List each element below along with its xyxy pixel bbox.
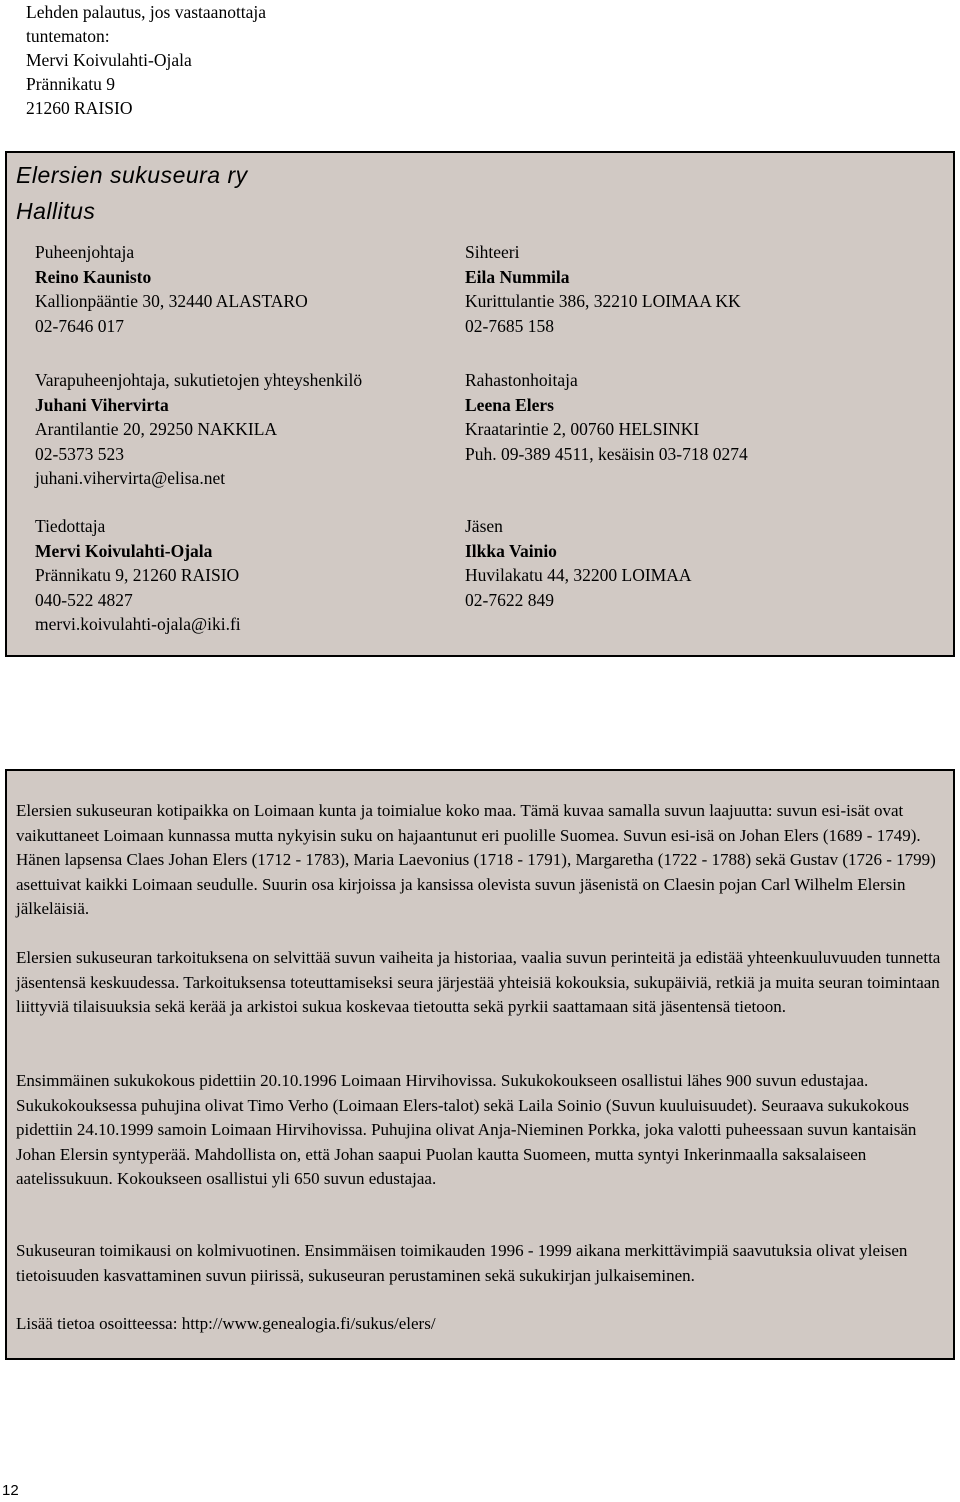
member-address: Kallionpääntie 30, 32440 ALASTARO — [35, 291, 308, 311]
member-phone: 040-522 4827 — [35, 589, 133, 610]
member-role: Varapuheenjohtaja, sukutietojen yhteyshenkilö — [35, 370, 363, 390]
member-member — [465, 514, 692, 612]
board-title — [16, 157, 248, 229]
member-secretary — [465, 240, 741, 338]
member-role: Puheenjohtaja — [35, 242, 135, 262]
member-role: Sihteeri — [465, 242, 520, 262]
board-box — [5, 151, 955, 657]
member-phone: 02-7622 849 — [465, 589, 554, 610]
society-name: Elersien sukuseura ry — [16, 162, 248, 188]
member-chair — [35, 240, 308, 338]
paragraph-term: Sukuseuran toimikausi on kolmivuotinen. Ensimmäisen toimikauden 1996 - 1999 aikana merkittävimpiä saavutuksia olivat yleisen tietoisuuden kasvattaminen suvun piirissä, sukuseuran perustaminen sekä sukukirjan julkaiseminen. — [16, 1241, 908, 1285]
member-name: Ilkka Vainio — [465, 540, 557, 561]
member-email[interactable]: mervi.koivulahti-ojala@iki.fi — [35, 614, 241, 634]
member-role: Rahastonhoitaja — [465, 370, 578, 390]
return-address-line: 21260 RAISIO — [26, 98, 133, 118]
member-email[interactable]: juhani.vihervirta@elisa.net — [35, 468, 226, 488]
member-vice-chair — [35, 368, 362, 491]
return-address — [26, 0, 266, 120]
member-name: Leena Elers — [465, 394, 554, 415]
member-address: Prännikatu 9, 21260 RAISIO — [35, 565, 240, 585]
return-address-line: tuntematon: — [26, 26, 110, 46]
member-name: Juhani Vihervirta — [35, 394, 169, 415]
paragraph-purpose: Elersien sukuseuran tarkoituksena on selvittää suvun vaiheita ja historiaa, vaalia suvun perinteitä ja edistää yhteenkuuluvuuden tunnetta jäsentensä keskuudessa. Tarkoituksensa toteuttamiseksi seura järjestää yhteisiä kokouksia, sukupäiviä, retkiä ja muita seuran toimintaan liittyviä tilaisuuksia sekä kerää ja arkistoi sukua koskevaa tietoutta sekä pyrkii saattamaan sitä jäsentensä tietoon. — [16, 948, 941, 1016]
page-number: 12 — [2, 1482, 19, 1499]
paragraph-meetings: Ensimmäinen sukukokous pidettiin 20.10.1996 Loimaan Hirvihovissa. Sukukokoukseen osallistui lähes 900 suvun edustajaa. Sukukokouksessa puhujina olivat Timo Verho (Loimaan Elers-talot) sekä Laila Soinio (Suvun kuuluisuudet). Seuraava sukukokous pidettiin 24.10.1999 samoin Loimaan Hirvihovissa. Puhujina olivat Anja-Nieminen Porkka, joka valotti puheessaan suvun kantaisän Johan Elersin syntyperää. Mahdollista on, että Johan saapui Puolan kautta Suomeen, mutta syntyi Inkerinmaalla saksalaiseen aatelissukuun. Kokoukseen osallistui yli 650 suvun edustajaa. — [16, 1071, 917, 1188]
member-name: Eila Nummila — [465, 266, 570, 287]
member-address: Kraatarintie 2, 00760 HELSINKI — [465, 419, 700, 439]
member-address: Kurittulantie 386, 32210 LOIMAA KK — [465, 291, 741, 311]
return-address-line: Prännikatu 9 — [26, 74, 115, 94]
member-information-officer — [35, 514, 241, 637]
board-heading: Hallitus — [16, 198, 96, 224]
paragraph-more-info[interactable]: Lisää tietoa osoitteessa: http://www.genealogia.fi/sukus/elers/ — [16, 1314, 436, 1333]
member-name: Reino Kaunisto — [35, 266, 152, 287]
return-address-line: Lehden palautus, jos vastaanottaja — [26, 2, 267, 22]
paragraph-domicile: Elersien sukuseuran kotipaikka on Loimaan kunta ja toimialue koko maa. Tämä kuvaa samalla suvun laajuutta: suvun esi-isät ovat vaikuttaneet Loimaan kunnassa mutta nykyisin suku on hajaantunut eri puolille Suomea. Suvun esi-isä on Johan Elers (1689 - 1749). Hänen lapsensa Claes Johan Elers (1712 - 1783), Maria Laevonius (1718 - 1791), Margaretha (1722 - 1788) sekä Gustav (1726 - 1799) asettuivat kaikki Loimaan seudulle. Suurin osa kirjoissa ja kansissa olevista suvun jäsenistä on Claesin pojan Carl Wilhelm Elersin jälkeläisiä. — [16, 801, 936, 918]
member-name: Mervi Koivulahti-Ojala — [35, 540, 213, 561]
member-role: Jäsen — [465, 516, 503, 536]
member-phone: 02-7646 017 — [35, 315, 124, 336]
member-role: Tiedottaja — [35, 516, 106, 536]
member-phone: 02-5373 523 — [35, 443, 124, 464]
member-phone: Puh. 09-389 4511, kesäisin 03-718 0274 — [465, 443, 748, 464]
member-treasurer — [465, 368, 748, 466]
member-phone: 02-7685 158 — [465, 315, 554, 336]
return-address-line: Mervi Koivulahti-Ojala — [26, 50, 192, 70]
member-address: Huvilakatu 44, 32200 LOIMAA — [465, 565, 692, 585]
info-box — [5, 769, 955, 1360]
member-address: Arantilantie 20, 29250 NAKKILA — [35, 419, 278, 439]
